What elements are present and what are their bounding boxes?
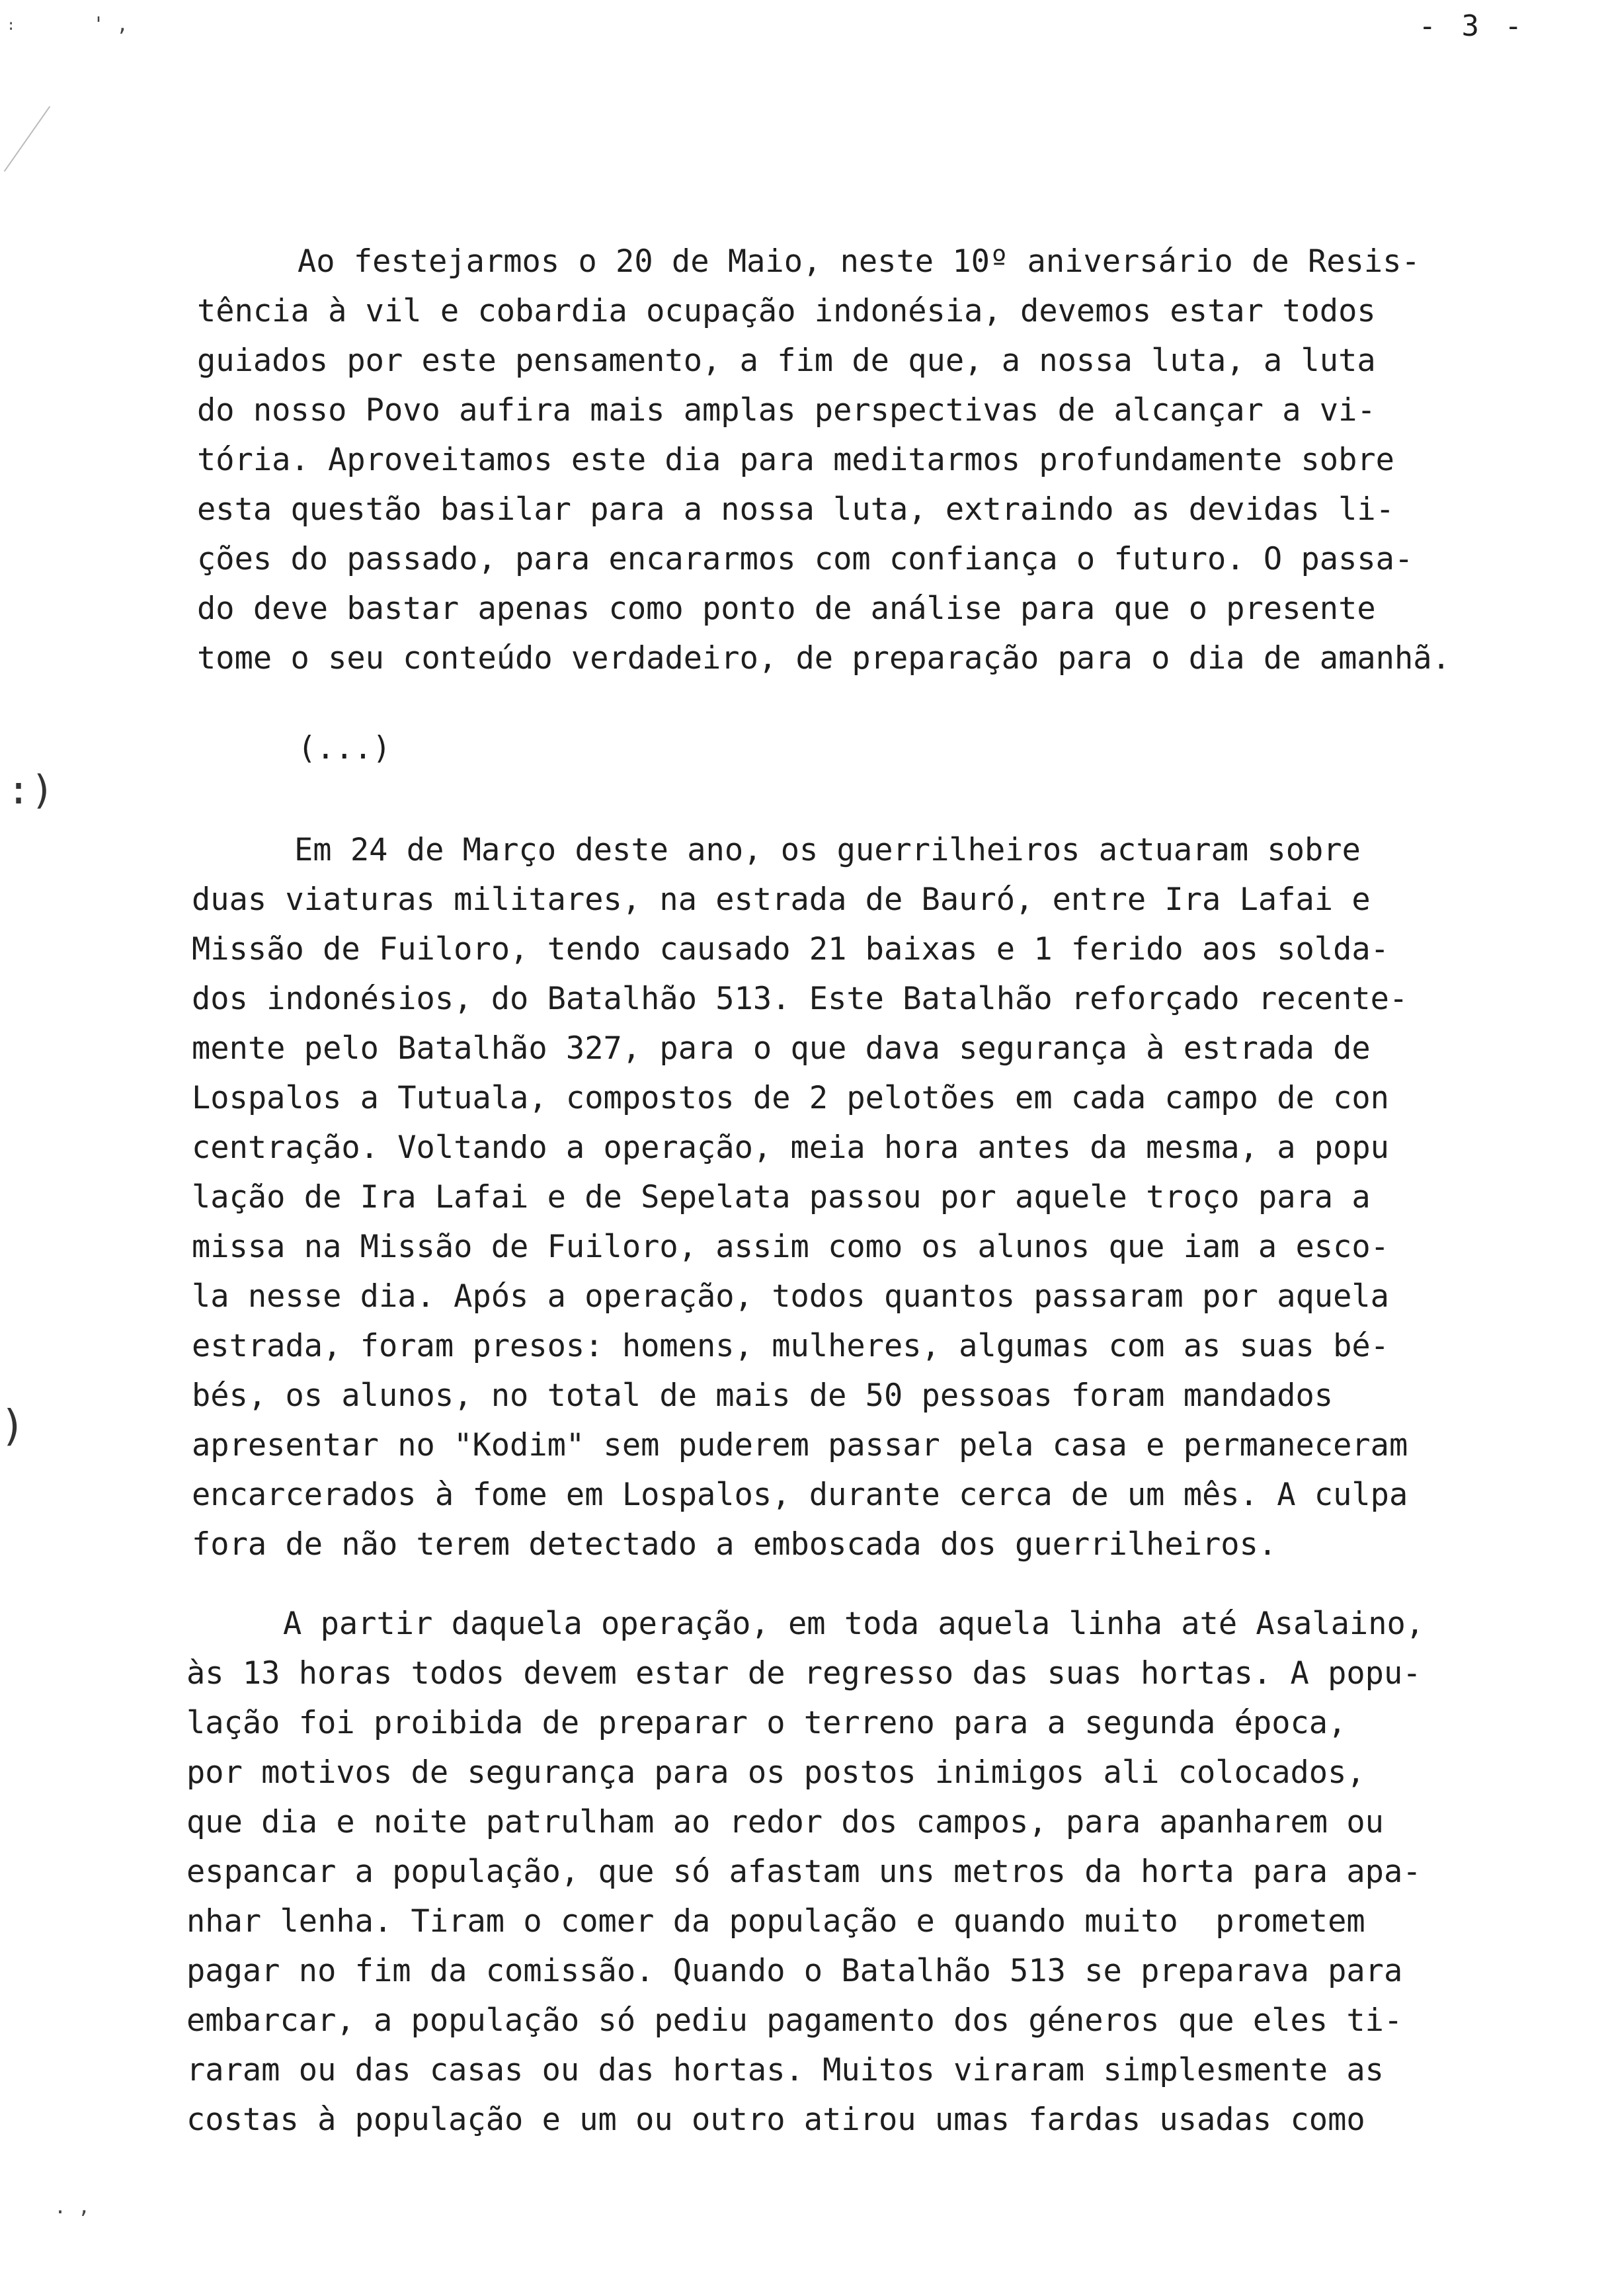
paragraph-1-line: Ao festejarmos o 20 de Maio, neste 10º aniversário de Resis- xyxy=(298,243,1420,280)
paragraph-2-line: duas viaturas militares, na estrada de Bauró, entre Ira Lafai e xyxy=(192,882,1371,918)
paragraph-2-line: centração. Voltando a operação, meia hora antes da mesma, a popu xyxy=(192,1129,1389,1166)
paragraph-2-line: estrada, foram presos: homens, mulheres, algumas com as suas bé- xyxy=(192,1328,1389,1364)
paragraph-1-line: tória. Aproveitamos este dia para meditarmos profundamente sobre xyxy=(197,442,1394,478)
punch-hole-mark-lower: ) xyxy=(0,1402,26,1451)
punch-hole-mark-upper: :) xyxy=(7,767,55,813)
paragraph-3-line: A partir daquela operação, em toda aquela linha até Asalaino, xyxy=(283,1606,1425,1642)
paragraph-2-line: apresentar no "Kodim" sem puderem passar pela casa e permaneceram xyxy=(192,1427,1408,1463)
paragraph-3-line: costas à população e um ou outro atirou umas fardas usadas como xyxy=(186,2102,1365,2138)
paragraph-3-line: que dia e noite patrulham ao redor dos campos, para apanharem ou xyxy=(186,1804,1384,1840)
paragraph-1-line: ções do passado, para encararmos com confiança o futuro. O passa- xyxy=(197,541,1414,577)
paragraph-3-line: nhar lenha. Tiram o comer da população e quando muito prometem xyxy=(186,1903,1365,1940)
scan-scratch xyxy=(4,106,50,171)
scan-mark-bottom-left: . , xyxy=(54,2195,91,2219)
paragraph-1-line: esta questão basilar para a nossa luta, extraindo as devidas li- xyxy=(197,491,1394,528)
paragraph-2-line: missa na Missão de Fuiloro, assim como os alunos que iam a esco- xyxy=(192,1229,1389,1265)
paragraph-3-line: por motivos de segurança para os postos inimigos ali colocados, xyxy=(186,1754,1365,1791)
paragraph-1-line: guiados por este pensamento, a fim de que, a nossa luta, a luta xyxy=(197,343,1376,379)
scan-mark-top-left: ' , xyxy=(93,13,129,36)
ellipsis-marker: (...) xyxy=(298,730,391,766)
paragraph-1-line: tome o seu conteúdo verdadeiro, de preparação para o dia de amanhã. xyxy=(197,640,1451,676)
paragraph-3-line: às 13 horas todos devem estar de regresso das suas hortas. A popu- xyxy=(186,1655,1422,1692)
paragraph-2-line: dos indonésios, do Batalhão 513. Este Batalhão reforçado recente- xyxy=(192,981,1408,1017)
paragraph-3-line: raram ou das casas ou das hortas. Muitos viraram simplesmente as xyxy=(186,2052,1384,2088)
paragraph-3-line: lação foi proibida de preparar o terreno para a segunda época, xyxy=(186,1705,1347,1741)
page-number: - 3 - xyxy=(1418,9,1526,43)
paragraph-2-line: bés, os alunos, no total de mais de 50 pessoas foram mandados xyxy=(192,1377,1334,1414)
paragraph-2-line: Lospalos a Tutuala, compostos de 2 pelotões em cada campo de con xyxy=(192,1080,1389,1116)
scan-mark-top-left-dot: : xyxy=(7,17,16,34)
paragraph-1-line: do nosso Povo aufira mais amplas perspectivas de alcançar a vi- xyxy=(197,392,1376,429)
paragraph-2-line: encarcerados à fome em Lospalos, durante cerca de um mês. A culpa xyxy=(192,1477,1408,1513)
paragraph-2-line: fora de não terem detectado a emboscada dos guerrilheiros. xyxy=(192,1526,1277,1563)
paragraph-2-line: la nesse dia. Após a operação, todos quantos passaram por aquela xyxy=(192,1278,1389,1315)
paragraph-2-line: mente pelo Batalhão 327, para o que dava segurança à estrada de xyxy=(192,1030,1371,1067)
paragraph-1-line: do deve bastar apenas como ponto de análise para que o presente xyxy=(197,591,1376,627)
paragraph-2-line: lação de Ira Lafai e de Sepelata passou por aquele troço para a xyxy=(192,1179,1371,1215)
paragraph-3-line: espancar a população, que só afastam uns metros da horta para apa- xyxy=(186,1854,1422,1890)
paragraph-2-line: Em 24 de Março deste ano, os guerrilheiros actuaram sobre xyxy=(294,832,1361,868)
paragraph-3-line: pagar no fim da comissão. Quando o Batalhão 513 se preparava para xyxy=(186,1953,1403,1989)
paragraph-2-line: Missão de Fuiloro, tendo causado 21 baixas e 1 ferido aos solda- xyxy=(192,931,1389,967)
paragraph-3-line: embarcar, a população só pediu pagamento dos géneros que eles ti- xyxy=(186,2002,1403,2039)
paragraph-1-line: tência à vil e cobardia ocupação indonésia, devemos estar todos xyxy=(197,293,1376,329)
